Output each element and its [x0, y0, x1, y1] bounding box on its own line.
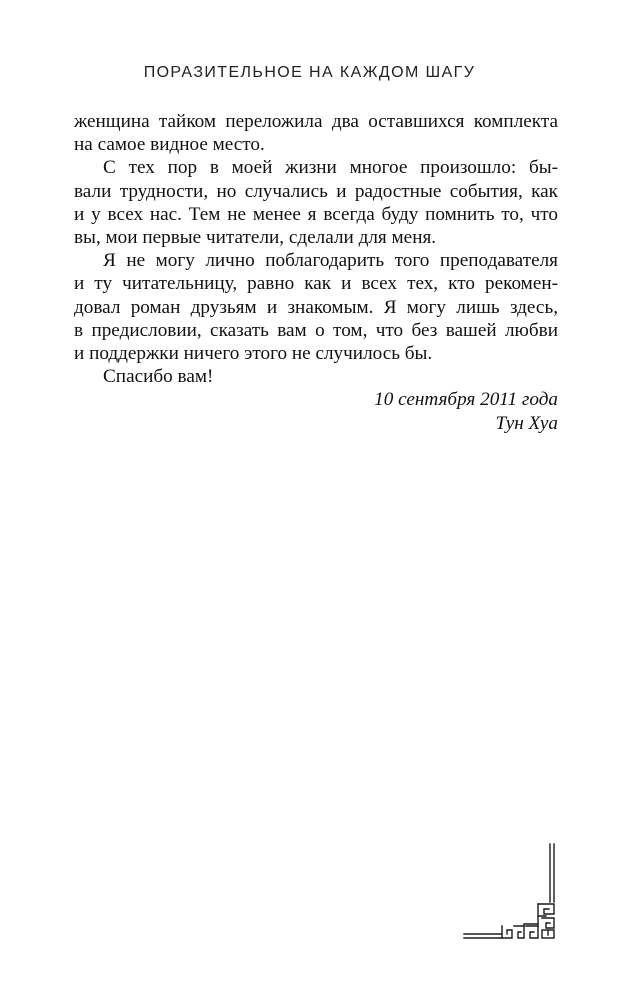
text-line: С тех пор в моей жизни многое произошло: бы- [103, 157, 558, 179]
text-line: и поддержки ничего этого не случилось бы. [74, 343, 433, 365]
text-line: вали трудности, но случались и радостные события, как [74, 180, 558, 202]
text-line: в предисловии, сказать вам о том, что без вашей любви [74, 319, 558, 341]
signature-author: Тун Хуа [495, 412, 558, 434]
corner-fret-ornament-icon [462, 842, 562, 942]
text-line: довал роман друзьям и знакомым. Я могу лишь здесь, [74, 296, 558, 318]
text-line: на самое видное место. [74, 134, 265, 156]
running-title: ПОРАЗИТЕЛЬНОЕ НА КАЖДОМ ШАГУ [143, 64, 476, 81]
text-line: женщина тайком переложила два оставшихся комплекта [74, 111, 558, 132]
text-line: и ту читательницу, равно как и всех тех, кто рекомен- [74, 273, 558, 295]
text-line: Спасибо вам! [103, 366, 214, 388]
body-text [74, 110, 558, 435]
text-line: Я не могу лично поблагодарить того преподавателя [103, 250, 558, 272]
signature-date: 10 сентября 2011 года [374, 389, 558, 411]
text-line: и у всех нас. Тем не менее я всегда буду помнить то, что [74, 203, 558, 225]
text-line: вы, мои первые читатели, сделали для меня. [74, 227, 437, 249]
